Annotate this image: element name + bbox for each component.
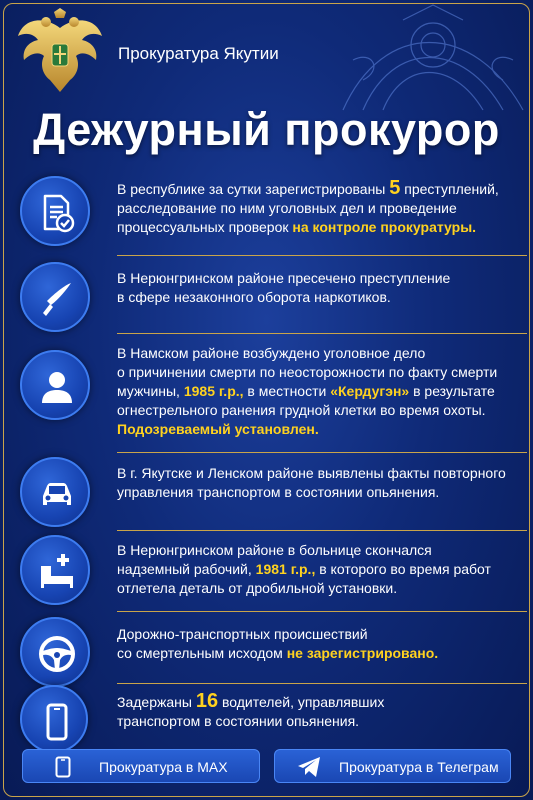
max-button-label: Прокуратура в MAX bbox=[99, 759, 228, 775]
item-text bbox=[117, 541, 512, 598]
highlight-text: на контроле прокуратуры. bbox=[292, 219, 477, 235]
item-text-line bbox=[117, 464, 512, 483]
highlight-text: Подозреваемый установлен. bbox=[117, 421, 319, 437]
body-text: огнестрельного ранения грудной клетки во время охоты. bbox=[117, 402, 486, 418]
item-text-line bbox=[117, 179, 512, 199]
item-text bbox=[117, 269, 512, 307]
item-text-line bbox=[117, 560, 512, 579]
hospital-bed-icon bbox=[20, 535, 90, 605]
item-text-line bbox=[117, 401, 512, 420]
smartphone-icon bbox=[20, 685, 88, 753]
item-text-line bbox=[117, 420, 512, 439]
body-text: о причинении смерти по неосторожности по факту смерти bbox=[117, 364, 498, 380]
body-text: в результате bbox=[409, 383, 495, 399]
item-text-line bbox=[117, 541, 512, 560]
emblem-eagle-icon bbox=[14, 8, 106, 96]
item-text-line bbox=[117, 363, 512, 382]
item-text-line bbox=[117, 644, 512, 663]
ornament-decoration bbox=[323, 0, 533, 120]
page-title: Дежурный прокурор bbox=[33, 104, 500, 155]
document-check-icon bbox=[20, 176, 90, 246]
separator bbox=[117, 530, 527, 531]
body-text: транспортом в состоянии опьянения. bbox=[117, 713, 360, 729]
body-text: водителей, управлявших bbox=[218, 694, 385, 710]
separator bbox=[117, 333, 527, 334]
separator bbox=[117, 452, 527, 453]
body-text: В г. Якутске и Ленском районе выявлены факты повторного bbox=[117, 465, 506, 481]
steering-wheel-icon bbox=[20, 617, 90, 687]
telegram-icon bbox=[297, 756, 321, 778]
body-text: в которого во время работ bbox=[315, 561, 491, 577]
item-text-line bbox=[117, 344, 512, 363]
telegram-button[interactable] bbox=[274, 749, 511, 783]
highlight-text: 5 bbox=[389, 177, 401, 199]
separator bbox=[117, 611, 527, 612]
body-text: отлетела деталь от дробильной установки. bbox=[117, 580, 398, 596]
item-text bbox=[117, 464, 512, 502]
item-text-line bbox=[117, 712, 512, 731]
item-text-line bbox=[117, 288, 512, 307]
item-text-line bbox=[117, 218, 512, 237]
body-text: Дорожно-транспортных происшествий bbox=[117, 626, 368, 642]
item-text bbox=[117, 344, 512, 439]
knife-icon bbox=[20, 262, 90, 332]
body-text: расследование по ним уголовных дел и проведение bbox=[117, 200, 457, 216]
body-text: со смертельным исходом bbox=[117, 645, 287, 661]
highlight-text: «Кердугэн» bbox=[330, 383, 410, 399]
separator bbox=[117, 683, 527, 684]
separator bbox=[117, 255, 527, 256]
highlight-text: 1981 г.р., bbox=[255, 561, 316, 577]
highlight-text: 1985 г.р., bbox=[183, 383, 244, 399]
body-text: В Нерюнгринском районе пресечено преступление bbox=[117, 270, 451, 286]
body-text: В республике за сутки зарегистрированы bbox=[117, 181, 390, 197]
item-text-line bbox=[117, 692, 512, 712]
item-text-line bbox=[117, 269, 512, 288]
body-text: в местности bbox=[243, 383, 331, 399]
item-text bbox=[117, 692, 512, 731]
org-name: Прокуратура Якутии bbox=[118, 44, 279, 63]
body-text: В Намском районе возбуждено уголовное дело bbox=[117, 345, 426, 361]
item-text-line bbox=[117, 625, 512, 644]
body-text: управления транспортом в состоянии опьянения. bbox=[117, 484, 440, 500]
body-text: Задержаны bbox=[117, 694, 196, 710]
item-text bbox=[117, 625, 512, 663]
item-text-line bbox=[117, 579, 512, 598]
item-text-line bbox=[117, 483, 512, 502]
body-text: процессуальных проверок bbox=[117, 219, 293, 235]
body-text: мужчины, bbox=[117, 383, 184, 399]
telegram-button-label: Прокуратура в Телеграм bbox=[339, 759, 499, 775]
max-button[interactable] bbox=[22, 749, 260, 783]
smartphone-icon bbox=[55, 756, 71, 778]
body-text: надземный рабочий, bbox=[117, 561, 256, 577]
body-text: преступлений, bbox=[400, 181, 499, 197]
car-icon bbox=[20, 457, 90, 527]
highlight-text: не зарегистрировано. bbox=[286, 645, 439, 661]
body-text: В Нерюнгринском районе в больнице скончался bbox=[117, 542, 432, 558]
body-text: в сфере незаконного оборота наркотиков. bbox=[117, 289, 391, 305]
person-icon bbox=[20, 350, 90, 420]
item-text-line bbox=[117, 382, 512, 401]
item-text bbox=[117, 179, 512, 237]
highlight-text: 16 bbox=[195, 690, 219, 712]
item-text-line bbox=[117, 199, 512, 218]
